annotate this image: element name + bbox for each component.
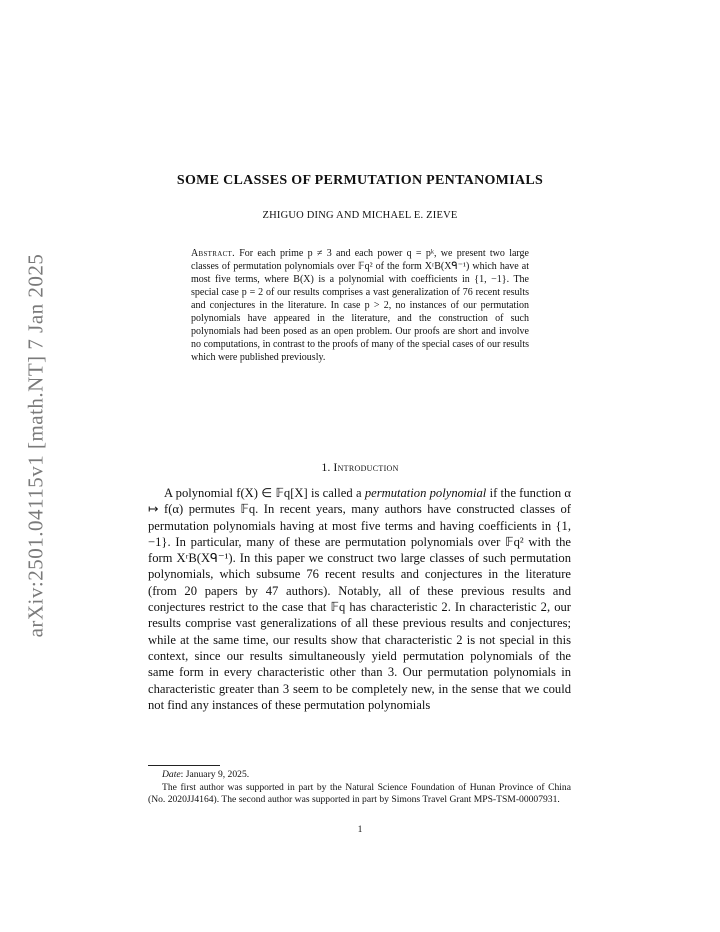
section-number: 1. — [321, 460, 331, 474]
section-heading — [0, 460, 720, 475]
intro-text-rest: if the function α ↦ f(α) permutes 𝔽q. In recent years, many authors have constructed classes of permutation polynomials having at most five terms and having coefficients in {1, −1}. In particular, many of these are permutation polynomials over 𝔽q² with the form XʳB(Xᑫ⁻¹). In this paper we construct two large classes of such permutation polynomials, which subsume 76 recent results and conjectures in the literature (from 20 papers by 47 authors). Notably, all of these previous results and conjectures restrict to the case that 𝔽q has characteristic 2. In characteristic 2, our results comprise vast generalizations of all these previous results and conjectures; while at the same time, our results show that characteristic 2 is not special in this context, since our results simultaneously yield permutation polynomials of the same form in every characteristic other than 3. Our permutation polynomials in characteristic greater than 3 seem to be completely new, in the sense that we could not find any instances of these permutation polynomials — [148, 486, 571, 712]
intro-defined-term: permutation polynomial — [364, 486, 487, 500]
abstract-label: Abstract. — [191, 248, 235, 259]
date-value: : January 9, 2025. — [180, 769, 250, 780]
arxiv-stamp — [18, 245, 54, 645]
abstract-text: For each prime p ≠ 3 and each power q = pᵏ, we present two large classes of permutation polynomials over 𝔽q² of the form XʳB(Xᑫ⁻¹) which have at most five terms, where B(X) is a polynomial with coefficients in {1, −1}. The special case p = 2 of our results comprises a vast generalization of 76 recent results and conjectures in the literature. In case p > 2, no instances of our permutation polynomials have appeared in the literature, and the construction of such polynomials had been posed as an open problem. Our proofs are short and involve no computations, in contrast to the proofs of many of the special cases of our results which were published previously. — [191, 248, 529, 363]
paper-title: SOME CLASSES OF PERMUTATION PENTANOMIALS — [176, 173, 544, 188]
section-title: Introduction — [333, 460, 399, 474]
abstract — [191, 247, 529, 364]
page-number: 1 — [357, 824, 363, 835]
arxiv-identifier: arXiv:2501.04115v1 [math.NT] 7 Jan 2025 — [23, 253, 48, 637]
introduction-body — [148, 485, 571, 713]
introduction-paragraph — [148, 485, 571, 713]
footnotes — [148, 769, 571, 807]
footnote-date — [148, 769, 571, 782]
date-label: Date — [162, 769, 181, 780]
paper-authors: ZHIGUO DING AND MICHAEL E. ZIEVE — [262, 210, 458, 221]
footnote-rule — [148, 765, 220, 766]
intro-text-start: A polynomial f(X) ∈ 𝔽q[X] is called a — [164, 486, 365, 500]
footnote-support: The first author was supported in part by the Natural Science Foundation of Hunan Province of China (No. 2020JJ4164). The second author was supported in part by Simons Travel Grant MPS-TSM-00007931. — [148, 781, 571, 805]
